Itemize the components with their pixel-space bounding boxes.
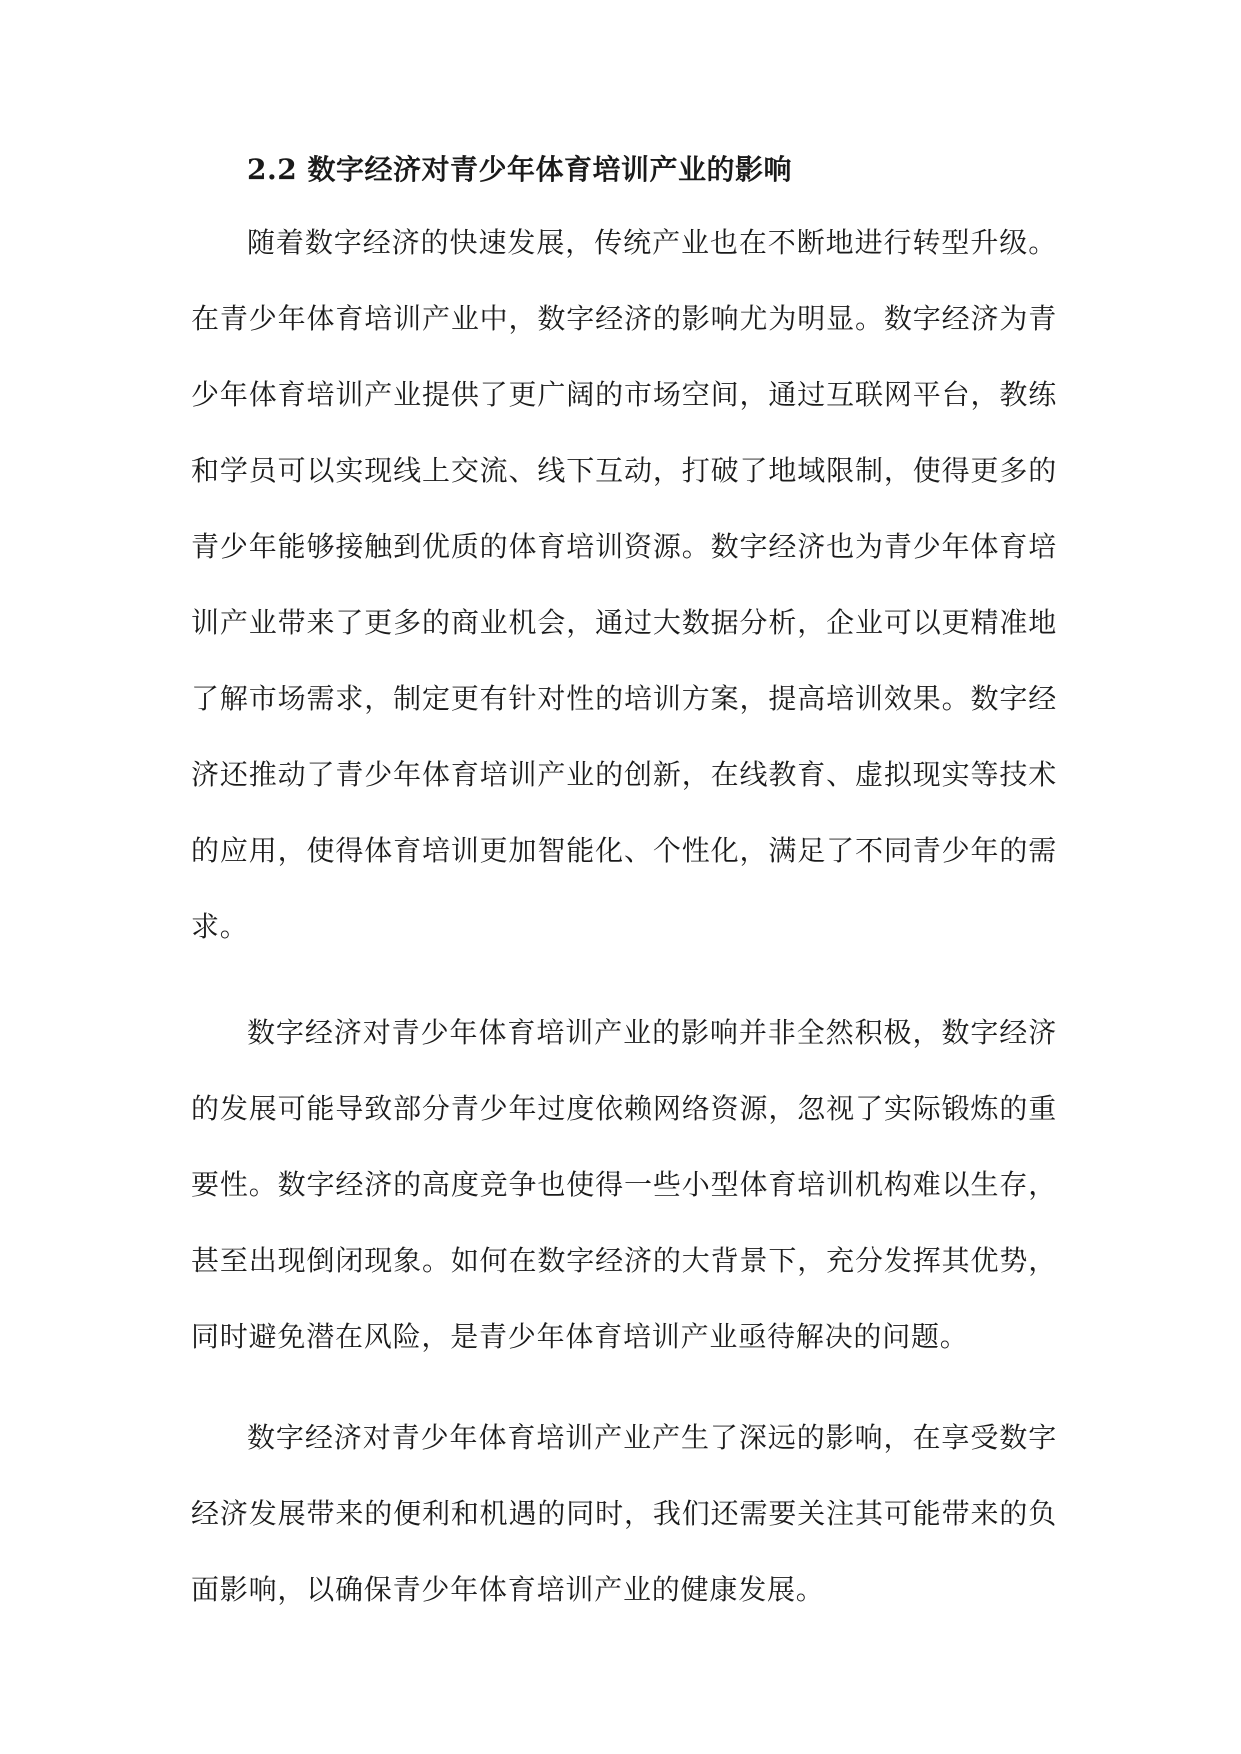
- paragraph-2: 数字经济对青少年体育培训产业的影响并非全然积极，数字经济的发展可能导致部分青少年过度依赖网络资源，忽视了实际锻炼的重要性。数字经济的高度竞争也使得一些小型体育培训机构难以生存，甚至出现倒闭现象。如何在数字经济的大背景下，充分发挥其优势，同时避免潜在风险，是青少年体育培训产业亟待解决的问题。: [191, 1016, 1057, 1353]
- section-heading: 2.2 数字经济对青少年体育培训产业的影响: [247, 153, 792, 186]
- paragraph-3: 数字经济对青少年体育培训产业产生了深远的影响，在享受数字经济发展带来的便利和机遇的同时，我们还需要关注其可能带来的负面影响，以确保青少年体育培训产业的健康发展。: [191, 1421, 1057, 1606]
- paragraph-1: 随着数字经济的快速发展，传统产业也在不断地进行转型升级。在青少年体育培训产业中，数字经济的影响尤为明显。数字经济为青少年体育培训产业提供了更广阔的市场空间，通过互联网平台，教练和学员可以实现线上交流、线下互动，打破了地域限制，使得更多的青少年能够接触到优质的体育培训资源。数字经济也为青少年体育培训产业带来了更多的商业机会，通过大数据分析，企业可以更精准地了解市场需求，制定更有针对性的培训方案，提高培训效果。数字经济还推动了青少年体育培训产业的创新，在线教育、虚拟现实等技术的应用，使得体育培训更加智能化、个性化，满足了不同青少年的需求。: [191, 226, 1057, 943]
